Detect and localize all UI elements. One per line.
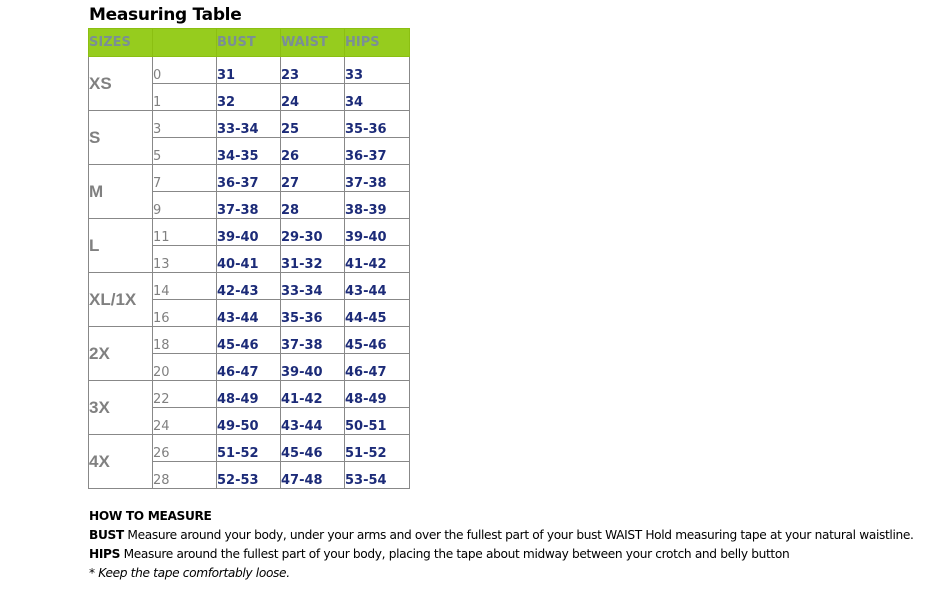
table-row (89, 381, 410, 408)
waist-value: 31-32 (281, 246, 345, 273)
waist-value: 24 (281, 84, 345, 111)
waist-value: 27 (281, 165, 345, 192)
size-number: 1 (153, 84, 217, 111)
waist-value: 23 (281, 57, 345, 84)
bust-value: 34-35 (217, 138, 281, 165)
size-label: L (89, 219, 153, 273)
bust-value: 42-43 (217, 273, 281, 300)
waist-value: 26 (281, 138, 345, 165)
hips-instruction (89, 545, 934, 564)
size-number: 14 (153, 273, 217, 300)
size-number: 5 (153, 138, 217, 165)
table-row (89, 57, 410, 84)
hips-value: 50-51 (345, 408, 410, 435)
bust-value: 40-41 (217, 246, 281, 273)
bust-value: 33-34 (217, 111, 281, 138)
size-label: M (89, 165, 153, 219)
hips-value: 35-36 (345, 111, 410, 138)
bust-value: 36-37 (217, 165, 281, 192)
bust-value: 43-44 (217, 300, 281, 327)
hips-label: HIPS (89, 547, 121, 561)
size-number: 20 (153, 354, 217, 381)
waist-value: 35-36 (281, 300, 345, 327)
hips-value: 34 (345, 84, 410, 111)
hips-value: 41-42 (345, 246, 410, 273)
waist-value: 47-48 (281, 462, 345, 489)
bust-value: 46-47 (217, 354, 281, 381)
waist-value: 41-42 (281, 381, 345, 408)
table-row (89, 435, 410, 462)
table-row (89, 273, 410, 300)
size-number: 7 (153, 165, 217, 192)
header-number (153, 29, 217, 57)
bust-value: 45-46 (217, 327, 281, 354)
measuring-table (88, 28, 410, 489)
waist-value: 37-38 (281, 327, 345, 354)
size-number: 3 (153, 111, 217, 138)
bust-value: 48-49 (217, 381, 281, 408)
table-row (89, 111, 410, 138)
size-label: 3X (89, 381, 153, 435)
table-row (89, 165, 410, 192)
hips-value: 38-39 (345, 192, 410, 219)
hips-value: 33 (345, 57, 410, 84)
bust-value: 49-50 (217, 408, 281, 435)
header-hips: HIPS (345, 29, 410, 57)
waist-value: 45-46 (281, 435, 345, 462)
size-number: 18 (153, 327, 217, 354)
hips-value: 51-52 (345, 435, 410, 462)
size-number: 9 (153, 192, 217, 219)
bust-value: 32 (217, 84, 281, 111)
bust-value: 52-53 (217, 462, 281, 489)
bust-label: BUST (89, 528, 124, 542)
size-label: S (89, 111, 153, 165)
size-label: XS (89, 57, 153, 111)
bust-value: 51-52 (217, 435, 281, 462)
size-number: 13 (153, 246, 217, 273)
waist-value: 25 (281, 111, 345, 138)
header-bust: BUST (217, 29, 281, 57)
size-number: 22 (153, 381, 217, 408)
waist-value: 28 (281, 192, 345, 219)
waist-value: 39-40 (281, 354, 345, 381)
hips-value: 48-49 (345, 381, 410, 408)
header-waist: WAIST (281, 29, 345, 57)
size-number: 24 (153, 408, 217, 435)
header-sizes: SIZES (89, 29, 153, 57)
size-number: 11 (153, 219, 217, 246)
hips-value: 43-44 (345, 273, 410, 300)
waist-value: 29-30 (281, 219, 345, 246)
waist-value: 43-44 (281, 408, 345, 435)
size-number: 26 (153, 435, 217, 462)
size-number: 28 (153, 462, 217, 489)
bust-value: 39-40 (217, 219, 281, 246)
tape-note: * Keep the tape comfortably loose. (89, 566, 290, 580)
bust-value: 37-38 (217, 192, 281, 219)
table-header-row (89, 29, 410, 57)
bust-instruction (89, 526, 934, 545)
hips-value: 39-40 (345, 219, 410, 246)
page-title: Measuring Table (89, 5, 242, 25)
hips-value: 46-47 (345, 354, 410, 381)
hips-text: Measure around the fullest part of your body, placing the tape about midway between your crotch and belly button (120, 547, 790, 561)
table-row (89, 327, 410, 354)
hips-value: 44-45 (345, 300, 410, 327)
size-number: 0 (153, 57, 217, 84)
size-label: 4X (89, 435, 153, 489)
table-row (89, 219, 410, 246)
size-label: XL/1X (89, 273, 153, 327)
hips-value: 36-37 (345, 138, 410, 165)
waist-value: 33-34 (281, 273, 345, 300)
hips-value: 53-54 (345, 462, 410, 489)
how-to-heading: HOW TO MEASURE (89, 509, 212, 523)
size-label: 2X (89, 327, 153, 381)
hips-value: 45-46 (345, 327, 410, 354)
how-to-measure (89, 507, 934, 583)
size-number: 16 (153, 300, 217, 327)
bust-text: Measure around your body, under your arms and over the fullest part of your bust WAIST Hold measuring tape at your natural waistline. (123, 528, 914, 542)
hips-value: 37-38 (345, 165, 410, 192)
bust-value: 31 (217, 57, 281, 84)
